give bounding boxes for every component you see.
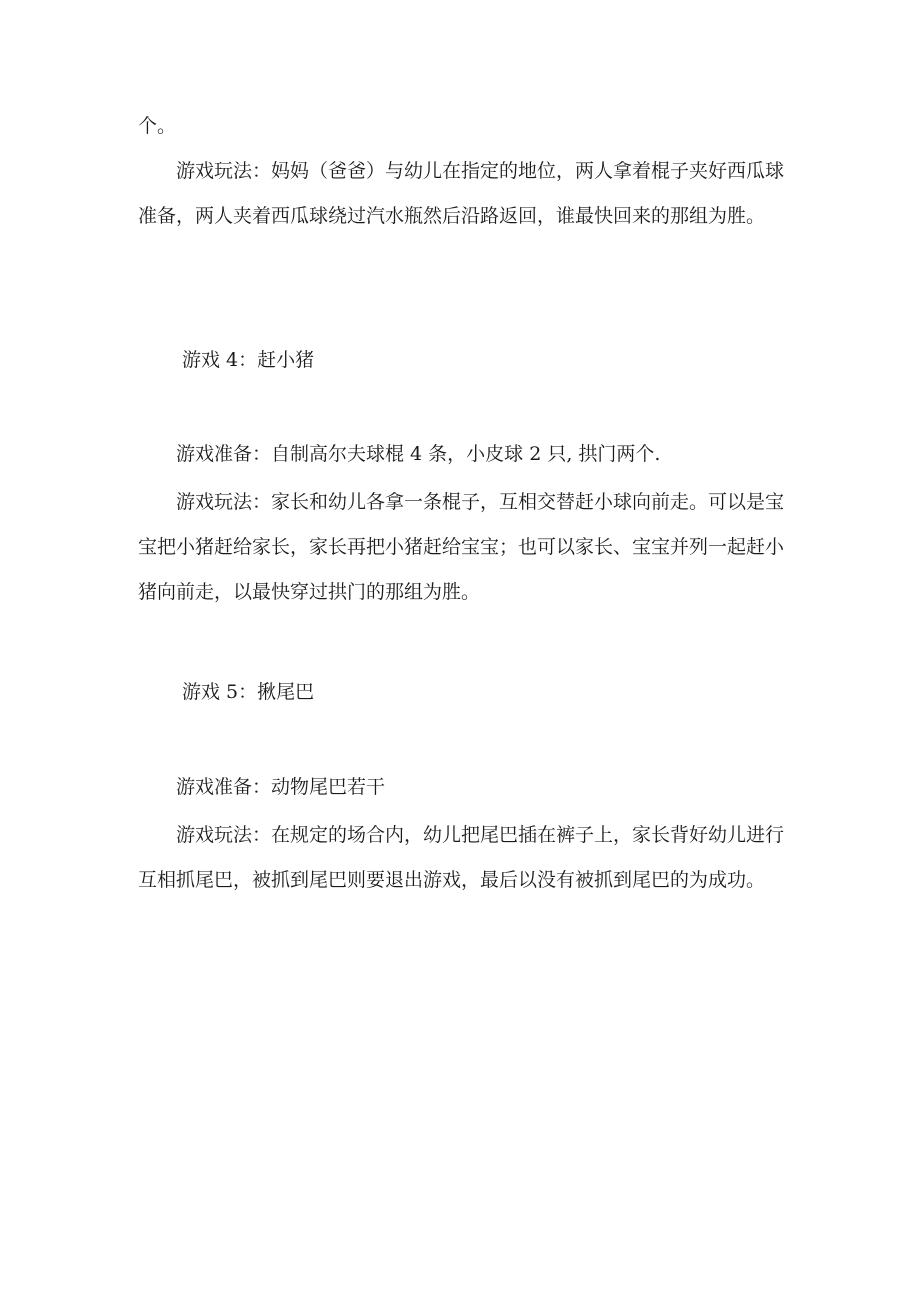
paragraph-game5-rules: 游戏玩法：在规定的场合内，幼儿把尾巴插在裤子上，家长背好幼儿进行互相抓尾巴，被抓到尾巴则要退出游戏，最后以没有被抓到尾巴的为成功。 [138, 824, 785, 891]
paragraph-game4-preparation: 游戏准备：自制高尔夫球棍 4 条，小皮球 2 只, 拱门两个. [176, 443, 661, 465]
paragraph-game3-rules: 游戏玩法：妈妈（爸爸）与幼儿在指定的地位，两人拿着棍子夹好西瓜球准备，两人夹着西瓜球绕过汽水瓶然后沿路返回，谁最快回来的那组为胜。 [138, 160, 785, 227]
paragraph-game5-preparation: 游戏准备：动物尾巴若干 [176, 776, 386, 798]
paragraph-continuation: 个。 [138, 115, 177, 137]
paragraph-game4-rules: 游戏玩法：家长和幼儿各拿一条棍子，互相交替赶小球向前走。可以是宝宝把小猪赶给家长，家长再把小猪赶给宝宝；也可以家长、宝宝并列一起赶小猪向前走，以最快穿过拱门的那组为胜。 [138, 491, 785, 603]
heading-game4: 游戏 4：赶小猪 [182, 349, 315, 371]
heading-game5: 游戏 5：揪尾巴 [182, 681, 315, 703]
